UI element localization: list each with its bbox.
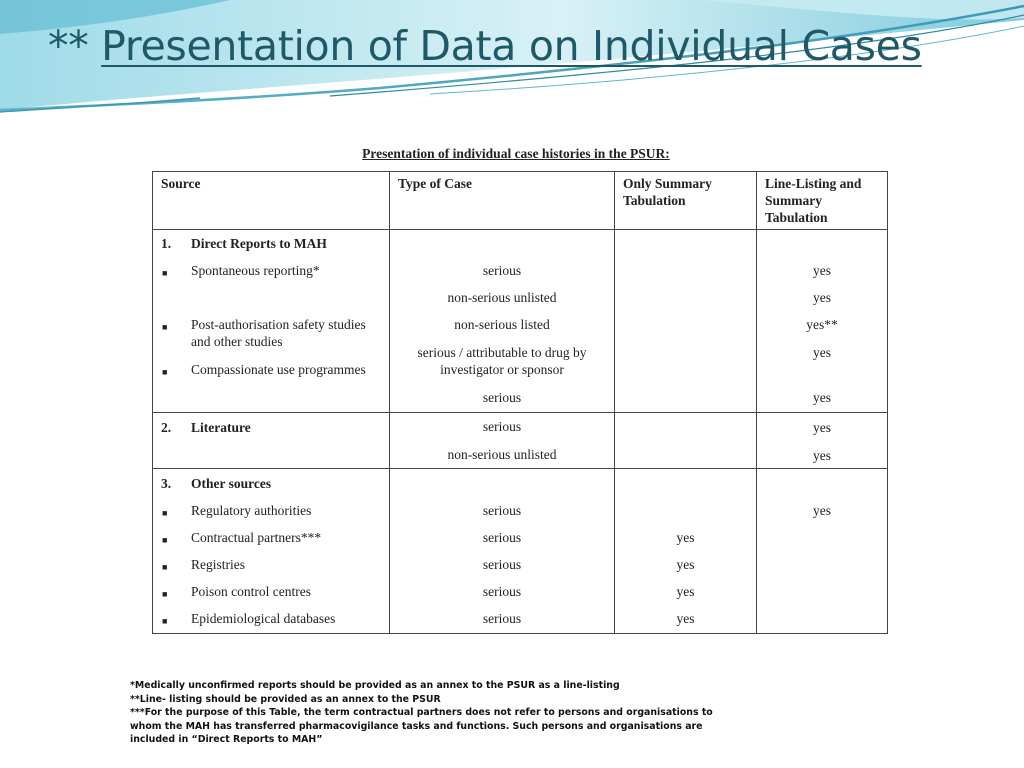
- case-type: serious / attributable to drug by investigator or sponsor: [417, 345, 587, 377]
- line-listing-value: yes: [813, 290, 831, 305]
- table-header-row: [153, 172, 888, 230]
- type-of-case-cell: [390, 230, 615, 413]
- bullet-icon: ■: [162, 562, 168, 572]
- case-type: non-serious unlisted: [447, 447, 557, 462]
- case-type: non-serious listed: [454, 317, 550, 332]
- section-heading: Other sources: [191, 476, 272, 491]
- line-listing-cell: [757, 413, 888, 469]
- footnote-2: **Line- listing should be provided as an annex to the PSUR: [130, 693, 441, 705]
- type-of-case-cell: [390, 413, 615, 469]
- case-type: serious: [482, 557, 522, 572]
- case-type: serious: [482, 584, 522, 599]
- bullet-icon: ■: [162, 508, 168, 518]
- list-item: Regulatory authorities: [191, 503, 312, 518]
- case-type: serious: [482, 530, 522, 545]
- header-type-of-case: Type of Case: [390, 172, 615, 230]
- section-heading: Direct Reports to MAH: [191, 236, 327, 251]
- source-cell: [153, 413, 390, 469]
- case-type: serious: [482, 263, 522, 278]
- section-number: 2.: [161, 420, 172, 435]
- case-type: serious: [482, 611, 522, 626]
- line-listing-cell: [757, 469, 888, 634]
- table-caption: Presentation of individual case histories in the PSUR:: [362, 146, 670, 161]
- section-number: 1.: [161, 236, 172, 251]
- summary-only-cell: [615, 230, 757, 413]
- summary-only-value: yes: [676, 530, 695, 545]
- table-row: [153, 413, 888, 469]
- list-item: Compassionate use programmes: [191, 362, 366, 377]
- line-listing-value: yes: [813, 390, 831, 405]
- footnotes: [130, 679, 750, 747]
- footnote-3-cont: whom the MAH has transferred pharmacovigilance tasks and functions. Such persons and organisations are: [130, 720, 703, 732]
- psur-table: [152, 171, 888, 634]
- bullet-icon: ■: [162, 589, 168, 599]
- table-row: [153, 230, 888, 413]
- summary-only-value: yes: [676, 611, 695, 626]
- summary-only-value: yes: [676, 557, 695, 572]
- line-listing-value: yes: [813, 448, 831, 463]
- slide-title: ** Presentation of Data on Individual Cases: [48, 22, 922, 70]
- footnote-3-end: included in “Direct Reports to MAH”: [130, 734, 323, 746]
- bullet-icon: ■: [162, 535, 168, 545]
- list-item: Registries: [191, 557, 245, 572]
- summary-only-cell: [615, 469, 757, 634]
- summary-only-cell: [615, 413, 757, 469]
- source-cell: [153, 230, 390, 413]
- line-listing-value: yes: [813, 345, 831, 360]
- footnote-3: ***For the purpose of this Table, the term contractual partners does not refer to persons and organisations to: [130, 707, 713, 719]
- footnote-1: *Medically unconfirmed reports should be provided as an annex to the PSUR as a line-listing: [130, 680, 620, 691]
- psur-table-image: [128, 140, 904, 630]
- line-listing-value: yes: [813, 503, 831, 518]
- case-type: non-serious unlisted: [447, 290, 557, 305]
- summary-only-value: yes: [676, 584, 695, 599]
- list-item: Poison control centres: [191, 584, 311, 599]
- list-item: Post-authorisation safety studies and other studies: [191, 317, 366, 349]
- header-line-listing: Line-Listing and Summary Tabulation: [757, 172, 888, 230]
- type-of-case-cell: [390, 469, 615, 634]
- section-heading: Literature: [191, 420, 251, 435]
- bullet-icon: ■: [162, 367, 168, 377]
- line-listing-value: yes**: [806, 317, 838, 332]
- list-item: Spontaneous reporting*: [191, 263, 320, 278]
- source-cell: [153, 469, 390, 634]
- list-item: Epidemiological databases: [191, 611, 336, 626]
- table-row: [153, 469, 888, 634]
- line-listing-cell: [757, 230, 888, 413]
- slide-title-underlined: Presentation of Data on Individual Cases: [101, 22, 922, 70]
- bullet-icon: ■: [162, 616, 168, 626]
- line-listing-value: yes: [813, 263, 831, 278]
- bullet-icon: ■: [162, 268, 168, 278]
- line-listing-value: yes: [813, 420, 831, 435]
- section-number: 3.: [161, 476, 172, 491]
- header-only-summary: Only Summary Tabulation: [615, 172, 757, 230]
- case-type: serious: [482, 419, 522, 434]
- case-type: serious: [482, 503, 522, 518]
- list-item: Contractual partners***: [191, 530, 322, 545]
- header-source: Source: [153, 172, 390, 230]
- case-type: serious: [482, 390, 522, 405]
- bullet-icon: ■: [162, 322, 168, 332]
